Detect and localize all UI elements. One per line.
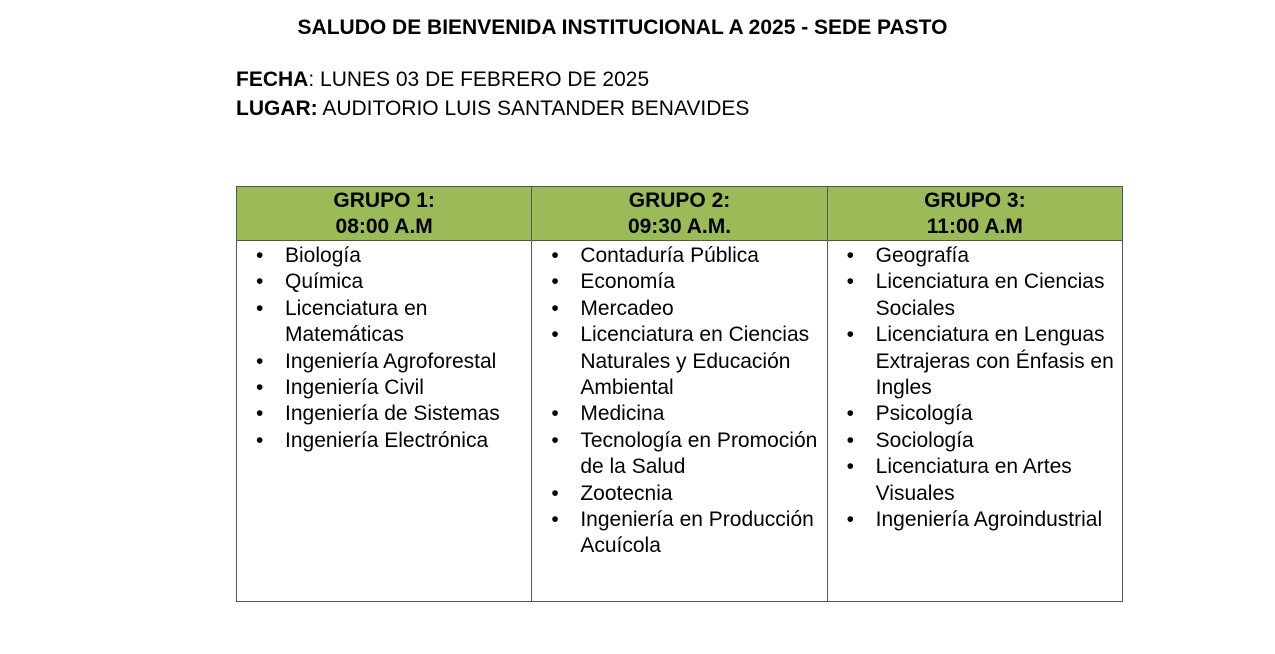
date-value: : LUNES 03 DE FEBRERO DE 2025 xyxy=(308,68,650,91)
group-2-cell xyxy=(532,241,827,602)
group-2-name: GRUPO 2: xyxy=(628,188,731,212)
group-3-cell xyxy=(827,241,1122,602)
list-item: • Licenciatura en Lenguas Extrajeras con Énfasis en Ingles xyxy=(828,322,1122,401)
group-1-cell xyxy=(237,241,532,602)
group-1-time: 08:00 A.M xyxy=(335,214,433,238)
list-item: • Licenciatura en Matemáticas xyxy=(237,296,531,349)
place-line xyxy=(236,95,749,123)
list-item: • Ingeniería Civil xyxy=(237,375,531,401)
list-item: • Licenciatura en Artes Visuales xyxy=(828,454,1122,507)
list-item: • Contaduría Pública xyxy=(532,243,826,269)
group-1-header xyxy=(237,187,532,241)
list-item: • Mercadeo xyxy=(532,296,826,322)
group-1-program-list xyxy=(237,243,531,454)
list-item: • Licenciatura en Ciencias Naturales y Educación Ambiental xyxy=(532,322,826,401)
group-3-name: GRUPO 3: xyxy=(924,188,1026,212)
list-item: • Geografía xyxy=(828,243,1122,269)
group-2-time: 09:30 A.M. xyxy=(627,214,732,238)
date-label: FECHA xyxy=(236,68,309,91)
document-title: SALUDO DE BIENVENIDA INSTITUCIONAL A 2025 - SEDE PASTO xyxy=(297,16,948,39)
group-3-time: 11:00 A.M xyxy=(926,214,1023,238)
group-2-program-list xyxy=(532,243,826,560)
schedule-header-row xyxy=(237,187,1123,241)
list-item: • Licenciatura en Ciencias Sociales xyxy=(828,269,1122,322)
group-3-header xyxy=(827,187,1122,241)
list-item: • Sociología xyxy=(828,428,1122,454)
place-value: AUDITORIO LUIS SANTANDER BENAVIDES xyxy=(317,97,750,120)
list-item: • Química xyxy=(237,269,531,295)
list-item: • Biología xyxy=(237,243,531,269)
group-3-program-list xyxy=(828,243,1122,533)
group-2-header xyxy=(532,187,827,241)
list-item: • Ingeniería de Sistemas xyxy=(237,401,531,427)
list-item: • Psicología xyxy=(828,401,1122,427)
list-item: • Ingeniería Agroforestal xyxy=(237,349,531,375)
list-item: • Ingeniería Agroindustrial xyxy=(828,507,1122,533)
list-item: • Zootecnia xyxy=(532,481,826,507)
list-item: • Economía xyxy=(532,269,826,295)
list-item: • Ingeniería en Producción Acuícola xyxy=(532,507,826,560)
list-item: • Medicina xyxy=(532,401,826,427)
place-label: LUGAR: xyxy=(236,97,318,120)
list-item: • Ingeniería Electrónica xyxy=(237,428,531,454)
group-1-name: GRUPO 1: xyxy=(333,188,435,212)
date-line xyxy=(236,66,649,94)
schedule-table xyxy=(236,186,1123,602)
list-item: • Tecnología en Promoción de la Salud xyxy=(532,428,826,481)
schedule-body-row xyxy=(237,241,1123,602)
